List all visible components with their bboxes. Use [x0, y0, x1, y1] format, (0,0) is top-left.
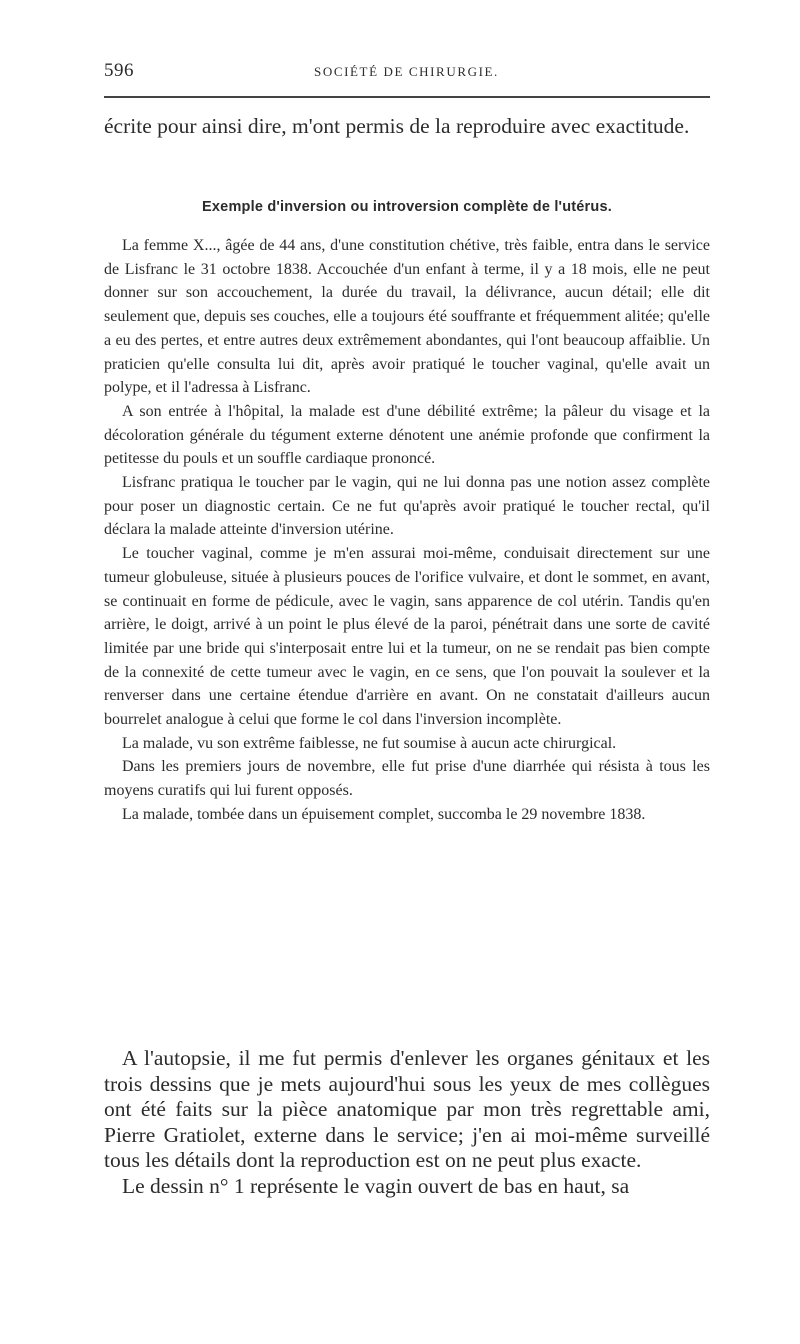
case-paragraph: Le toucher vaginal, comme je m'en assurai moi-même, conduisait directement sur une tumeur globuleuse, située à plusieurs pouces de l'orifice vulvaire, et dont le sommet, en avant, se continuait en forme de pédicule, avec le vagin, sans apparence de col utérin. Tandis qu'en arrière, le doigt, arrivé à un point le plus élevé de la paroi, pénétrait dans une sorte de cavité limitée par une bride qui s'interposait entre lui et la tumeur, on ne se rendait pas bien compte de la connexité de cette tumeur avec le vagin, en ce sens, que l'on pouvait la soulever et la renverser dans une certaine étendue d'arrière en avant. On ne constatait d'ailleurs aucun bourrelet analogue à celui que forme le col dans l'inversion incomplète.: [104, 545, 710, 729]
running-title: SOCIÉTÉ DE CHIRURGIE.: [314, 64, 499, 79]
case-paragraph: Lisfranc pratiqua le toucher par le vagin, qui ne lui donna pas une notion assez complète pour poser un diagnostic certain. Ce ne fut qu'après avoir pratiqué le toucher rectal, qu'il déclara la malade atteinte d'inversion utérine.: [104, 474, 710, 539]
closing-text: [104, 1046, 710, 1199]
case-paragraph: A son entrée à l'hôpital, la malade est d'une débilité extrême; la pâleur du visage et la décoloration générale du tégument externe dénotent une anémie profonde que confirment la petitesse du pouls et un souffle cardiaque prononcé.: [104, 402, 710, 468]
case-paragraph: La malade, vu son extrême faiblesse, ne fut soumise à aucun acte chirurgical.: [122, 734, 617, 752]
case-paragraph: Dans les premiers jours de novembre, elle fut prise d'une diarrhée qui résista à tous les moyens curatifs qui lui furent opposés.: [104, 758, 710, 800]
closing-paragraph: Le dessin n° 1 représente le vagin ouvert de bas en haut, sa: [122, 1173, 630, 1198]
case-report: [104, 234, 710, 827]
case-paragraph: La malade, tombée dans un épuisement complet, succomba le 29 novembre 1838.: [122, 805, 646, 823]
section-heading: Exemple d'inversion ou introversion complète de l'utérus.: [202, 199, 612, 215]
running-head: [104, 60, 710, 88]
header-rule: [104, 96, 710, 98]
page-number: 596: [104, 60, 134, 81]
case-paragraph: La femme X..., âgée de 44 ans, d'une constitution chétive, très faible, entra dans le service de Lisfranc le 31 octobre 1838. Accouchée d'un enfant à terme, il y a 18 mois, elle ne peut donner sur son accouchement, la durée du travail, la délivrance, aucun détail; elle dit seulement que, depuis ses couches, elle a toujours été souffrante et fréquemment alitée; qu'elle a eu des pertes, et entre autres deux extrêmement abondantes, qui l'ont beaucoup affaiblie. Un praticien qu'elle consulta lui dit, après avoir pratiqué le toucher vaginal, qu'elle avait un polype, et il l'adressa à Lisfranc.: [104, 237, 710, 397]
intro-paragraph: écrite pour ainsi dire, m'ont permis de la reproduire avec exactitude.: [104, 114, 690, 138]
closing-paragraph: A l'autopsie, il me fut permis d'enlever les organes génitaux et les trois dessins que je mets aujourd'hui sous les yeux de mes collègues ont été faits sur la pièce anatomique par mon très regrettable ami, Pierre Gratiolet, externe dans le service; j'en ai moi-même surveillé tous les détails dont la reproduction est on ne peut plus exacte.: [104, 1046, 710, 1172]
